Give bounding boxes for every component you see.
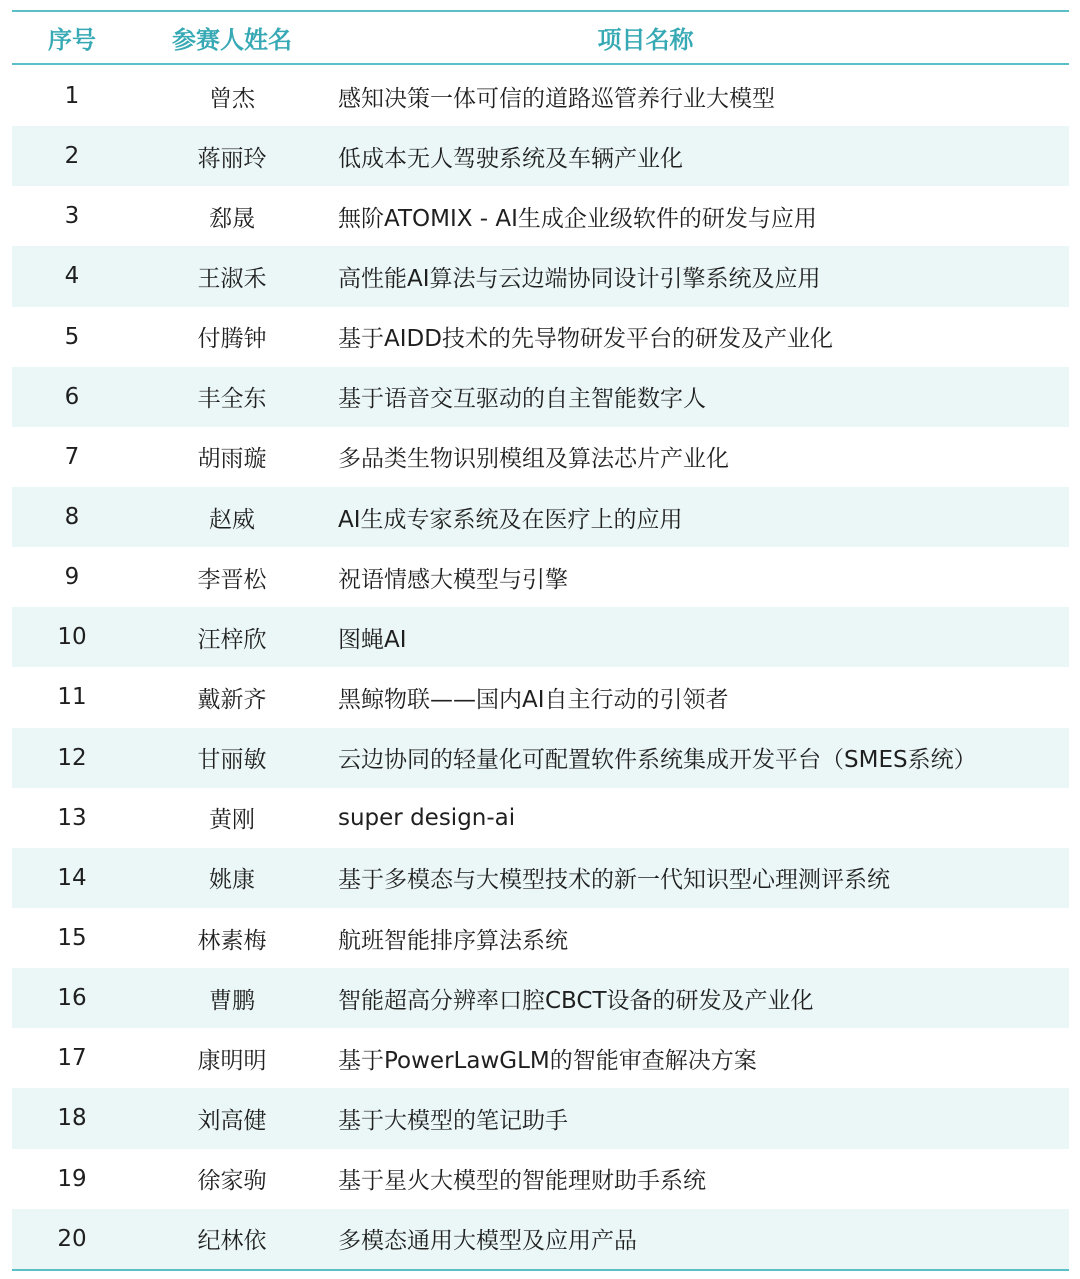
cell-serial-number: 15 (57, 925, 87, 952)
cell-project-name: 祝语情感大模型与引擎 (338, 566, 568, 593)
cell-project-name: 基于PowerLawGLM的智能审查解决方案 (338, 1047, 757, 1074)
table-header (12, 12, 1069, 63)
cell-project-name: 低成本无人驾驶系统及车辆产业化 (338, 145, 683, 172)
cell-project-name: 云边协同的轻量化可配置软件系统集成开发平台（SMES系统） (338, 747, 977, 774)
table-row (12, 848, 1069, 908)
table-row (12, 487, 1069, 547)
table-header-rule (12, 63, 1069, 65)
table-row (12, 1209, 1069, 1269)
cell-serial-number: 7 (64, 443, 80, 470)
table-row (12, 66, 1069, 126)
cell-serial-number: 18 (57, 1105, 87, 1132)
cell-serial-number: 13 (57, 804, 87, 831)
cell-serial-number: 4 (64, 263, 80, 290)
cell-serial-number: 9 (64, 564, 80, 591)
table-bottom-rule (12, 1269, 1069, 1271)
cell-participant-name: 李晋松 (197, 566, 267, 593)
cell-participant-name: 黄刚 (209, 807, 255, 834)
cell-serial-number: 16 (57, 985, 87, 1012)
table-row (12, 607, 1069, 667)
table-row (12, 1088, 1069, 1148)
header-serial-number: 序号 (48, 26, 96, 54)
cell-participant-name: 郄晟 (209, 205, 255, 232)
table-row (12, 908, 1069, 968)
table-row (12, 1028, 1069, 1088)
cell-serial-number: 5 (64, 323, 80, 350)
cell-participant-name: 汪梓欣 (197, 626, 267, 653)
table-row (12, 728, 1069, 788)
cell-serial-number: 2 (64, 143, 80, 170)
cell-project-name: super design-ai (338, 804, 516, 831)
table-row (12, 367, 1069, 427)
cell-participant-name: 徐家驹 (197, 1168, 267, 1195)
cell-project-name: 基于AIDD技术的先导物研发平台的研发及产业化 (338, 326, 833, 353)
table-row (12, 246, 1069, 306)
cell-participant-name: 蒋丽玲 (197, 145, 267, 172)
cell-project-name: 图蝇AI (338, 626, 407, 653)
cell-participant-name: 曹鹏 (209, 987, 255, 1014)
cell-project-name: 航班智能排序算法系统 (338, 927, 568, 954)
cell-project-name: 基于多模态与大模型技术的新一代知识型心理测评系统 (338, 867, 890, 894)
cell-project-name: 基于星火大模型的智能理财助手系统 (338, 1168, 706, 1195)
cell-participant-name: 赵威 (209, 506, 255, 533)
cell-project-name: 多品类生物识别模组及算法芯片产业化 (338, 446, 729, 473)
table-row (12, 427, 1069, 487)
cell-participant-name: 甘丽敏 (197, 747, 267, 774)
table-row (12, 667, 1069, 727)
cell-participant-name: 戴新齐 (197, 686, 267, 713)
cell-serial-number: 1 (64, 83, 80, 110)
cell-project-name: 多模态通用大模型及应用产品 (338, 1228, 637, 1255)
cell-serial-number: 8 (64, 504, 80, 531)
cell-participant-name: 胡雨璇 (197, 446, 267, 473)
cell-participant-name: 康明明 (197, 1047, 267, 1074)
cell-project-name: 智能超高分辨率口腔CBCT设备的研发及产业化 (338, 987, 814, 1014)
cell-serial-number: 11 (57, 684, 87, 711)
cell-participant-name: 林素梅 (197, 927, 267, 954)
cell-project-name: 無阶ATOMIX - AI生成企业级软件的研发与应用 (338, 205, 817, 232)
cell-project-name: 基于语音交互驱动的自主智能数字人 (338, 386, 706, 413)
table-row (12, 788, 1069, 848)
cell-project-name: AI生成专家系统及在医疗上的应用 (338, 506, 683, 533)
cell-serial-number: 17 (57, 1045, 87, 1072)
cell-participant-name: 刘高健 (197, 1107, 267, 1134)
cell-participant-name: 姚康 (209, 867, 255, 894)
cell-serial-number: 3 (64, 203, 80, 230)
cell-project-name: 感知决策一体可信的道路巡管养行业大模型 (338, 85, 775, 112)
header-participant-name: 参赛人姓名 (172, 26, 292, 54)
table-row (12, 307, 1069, 367)
cell-project-name: 黑鲸物联——国内AI自主行动的引领者 (338, 686, 729, 713)
cell-participant-name: 付腾钟 (197, 326, 267, 353)
cell-participant-name: 王淑禾 (197, 265, 267, 292)
table-row (12, 126, 1069, 186)
cell-serial-number: 12 (57, 744, 87, 771)
table-body (12, 66, 1069, 1269)
table-row (12, 547, 1069, 607)
cell-serial-number: 6 (64, 383, 80, 410)
cell-project-name: 高性能AI算法与云边端协同设计引擎系统及应用 (338, 265, 821, 292)
header-project-name: 项目名称 (597, 26, 694, 54)
cell-participant-name: 曾杰 (209, 85, 255, 112)
table-row (12, 186, 1069, 246)
cell-serial-number: 20 (57, 1225, 87, 1252)
table-row (12, 968, 1069, 1028)
cell-serial-number: 10 (57, 624, 87, 651)
cell-serial-number: 14 (57, 864, 87, 891)
cell-participant-name: 纪林依 (197, 1228, 267, 1255)
table-row (12, 1149, 1069, 1209)
cell-project-name: 基于大模型的笔记助手 (338, 1107, 568, 1134)
cell-serial-number: 19 (57, 1165, 87, 1192)
cell-participant-name: 丰全东 (197, 386, 267, 413)
